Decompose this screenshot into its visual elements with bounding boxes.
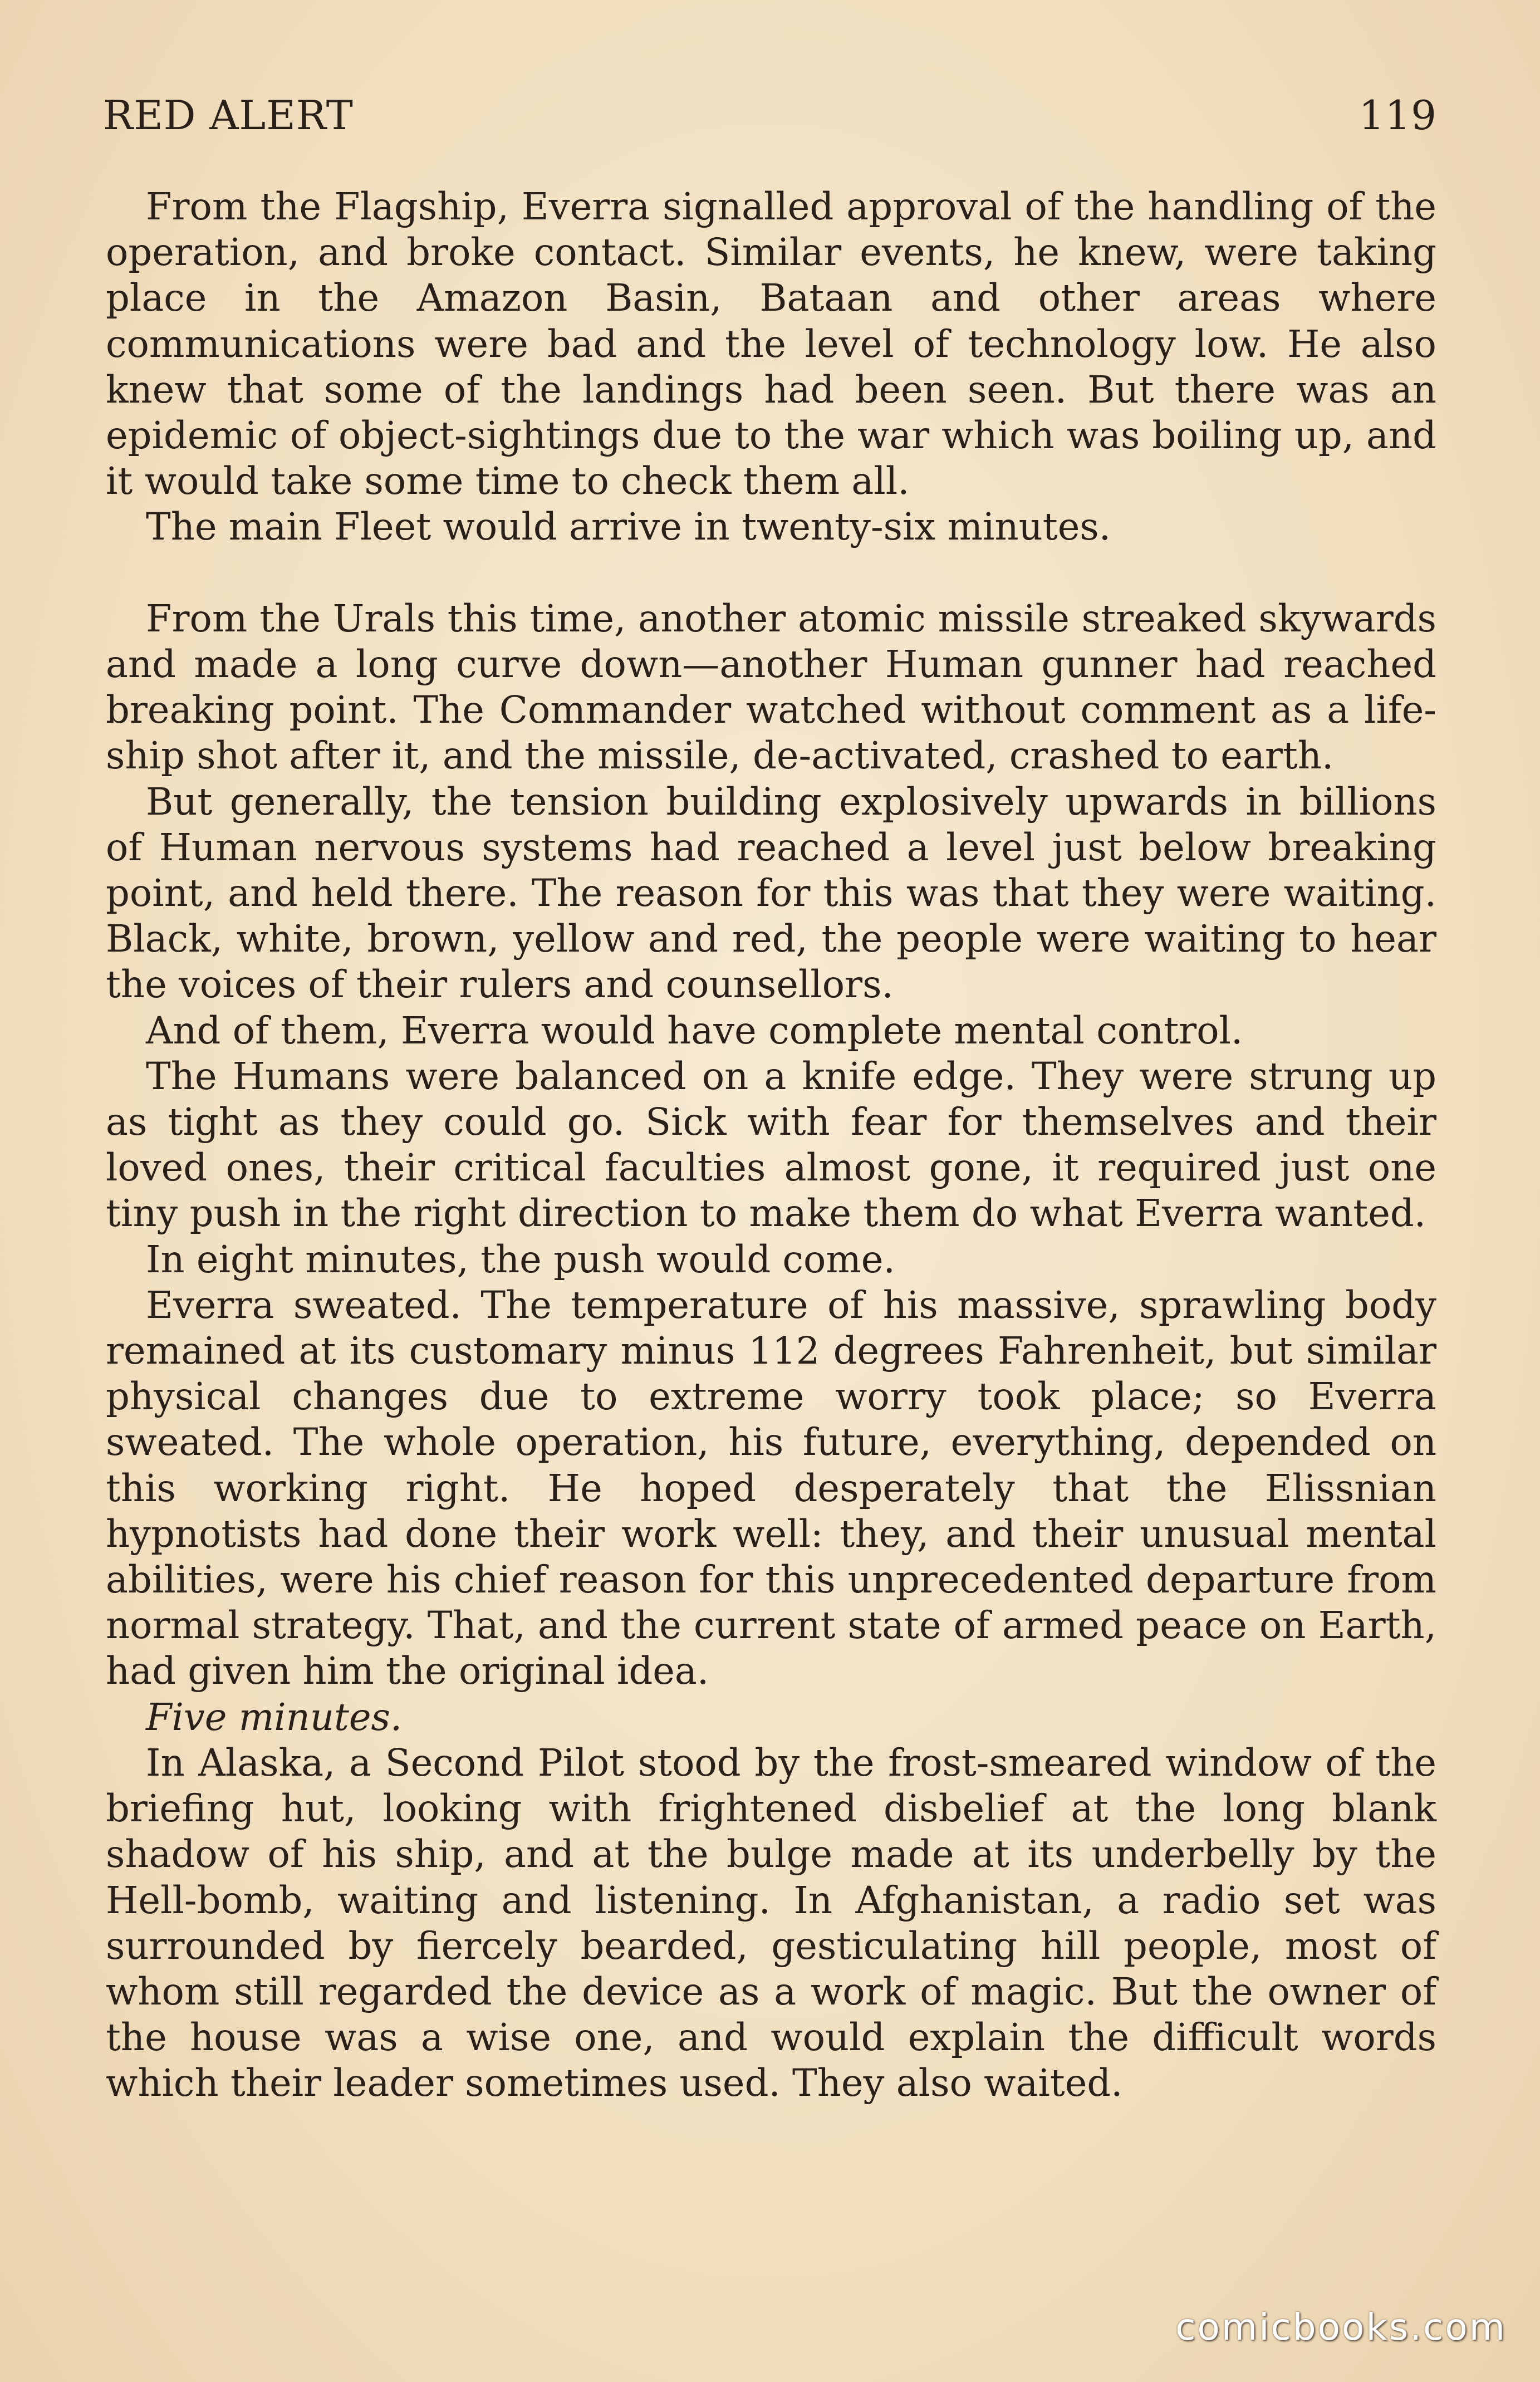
paragraph: But generally, the tension building explosively upwards in billions of Human nervous systems had reached a level just below breaking point, and held there. The reason for this was that they were waiting. Black, white, brown, yellow and red, the people were waiting to hear the voices of their rulers and counsellors. xyxy=(106,780,1436,1007)
running-title: RED ALERT xyxy=(103,92,354,139)
paragraph: In eight minutes, the push would come. xyxy=(146,1237,895,1281)
paragraph: In Alaska, a Second Pilot stood by the frost-smeared window of the briefing hut, looking with frightened disbelief at the long blank shadow of his ship, and at the bulge made at its underbelly by the Hell-bomb, waiting and listening. In Afghanistan, a radio set was surrounded by fiercely bearded, gesticulating hill people, most of whom still regarded the device as a work of magic. But the owner of the house was a wise one, and would explain the difficult words which their leader sometimes used. They also waited. xyxy=(106,1741,1436,2105)
paragraph: Everra sweated. The temperature of his massive, sprawling body remained at its customary minus 112 degrees Fahrenheit, but similar physical changes due to extreme worry took place; so Everra sweated. The whole operation, his future, everything, depended on this working right. He hoped desperately that the Elissnian hypnotists had done their work well: they, and their unusual mental abilities, were his chief reason for this unprecedented departure from normal strategy. That, and the current state of armed peace on Earth, had given him the original idea. xyxy=(106,1283,1436,1693)
page-number: 119 xyxy=(1358,92,1437,139)
paragraph: From the Flagship, Everra signalled approval of the handling of the operation, and broke contact. Similar events, he knew, were taking place in the Amazon Basin, Bataan and other areas where communications were bad and the level of technology low. He also knew that some of the landings had been seen. But there was an epidemic of object-sightings due to the war which was boiling up, and it would take some time to check them all. xyxy=(106,185,1436,503)
paragraph: The Humans were balanced on a knife edge. They were strung up as tight as they could go. Sick with fear for themselves and their loved ones, their critical faculties almost gone, it required just one tiny push in the right direction to make them do what Everra wanted. xyxy=(106,1054,1436,1236)
paragraph: The main Fleet would arrive in twenty-six minutes. xyxy=(146,505,1111,549)
section-break xyxy=(106,550,1436,596)
paragraph-italic: Five minutes. xyxy=(146,1695,403,1739)
running-head xyxy=(103,92,1437,153)
paragraph: And of them, Everra would have complete mental control. xyxy=(146,1008,1243,1052)
paragraph: From the Urals this time, another atomic missile streaked skywards and made a long curve down—another Human gunner had reached breaking point. The Commander watched without comment as a life-ship shot after it, and the missile, de-activated, crashed to earth. xyxy=(106,596,1436,778)
watermark: comicbooks.com xyxy=(1175,2306,1507,2349)
body-text xyxy=(106,184,1436,2106)
